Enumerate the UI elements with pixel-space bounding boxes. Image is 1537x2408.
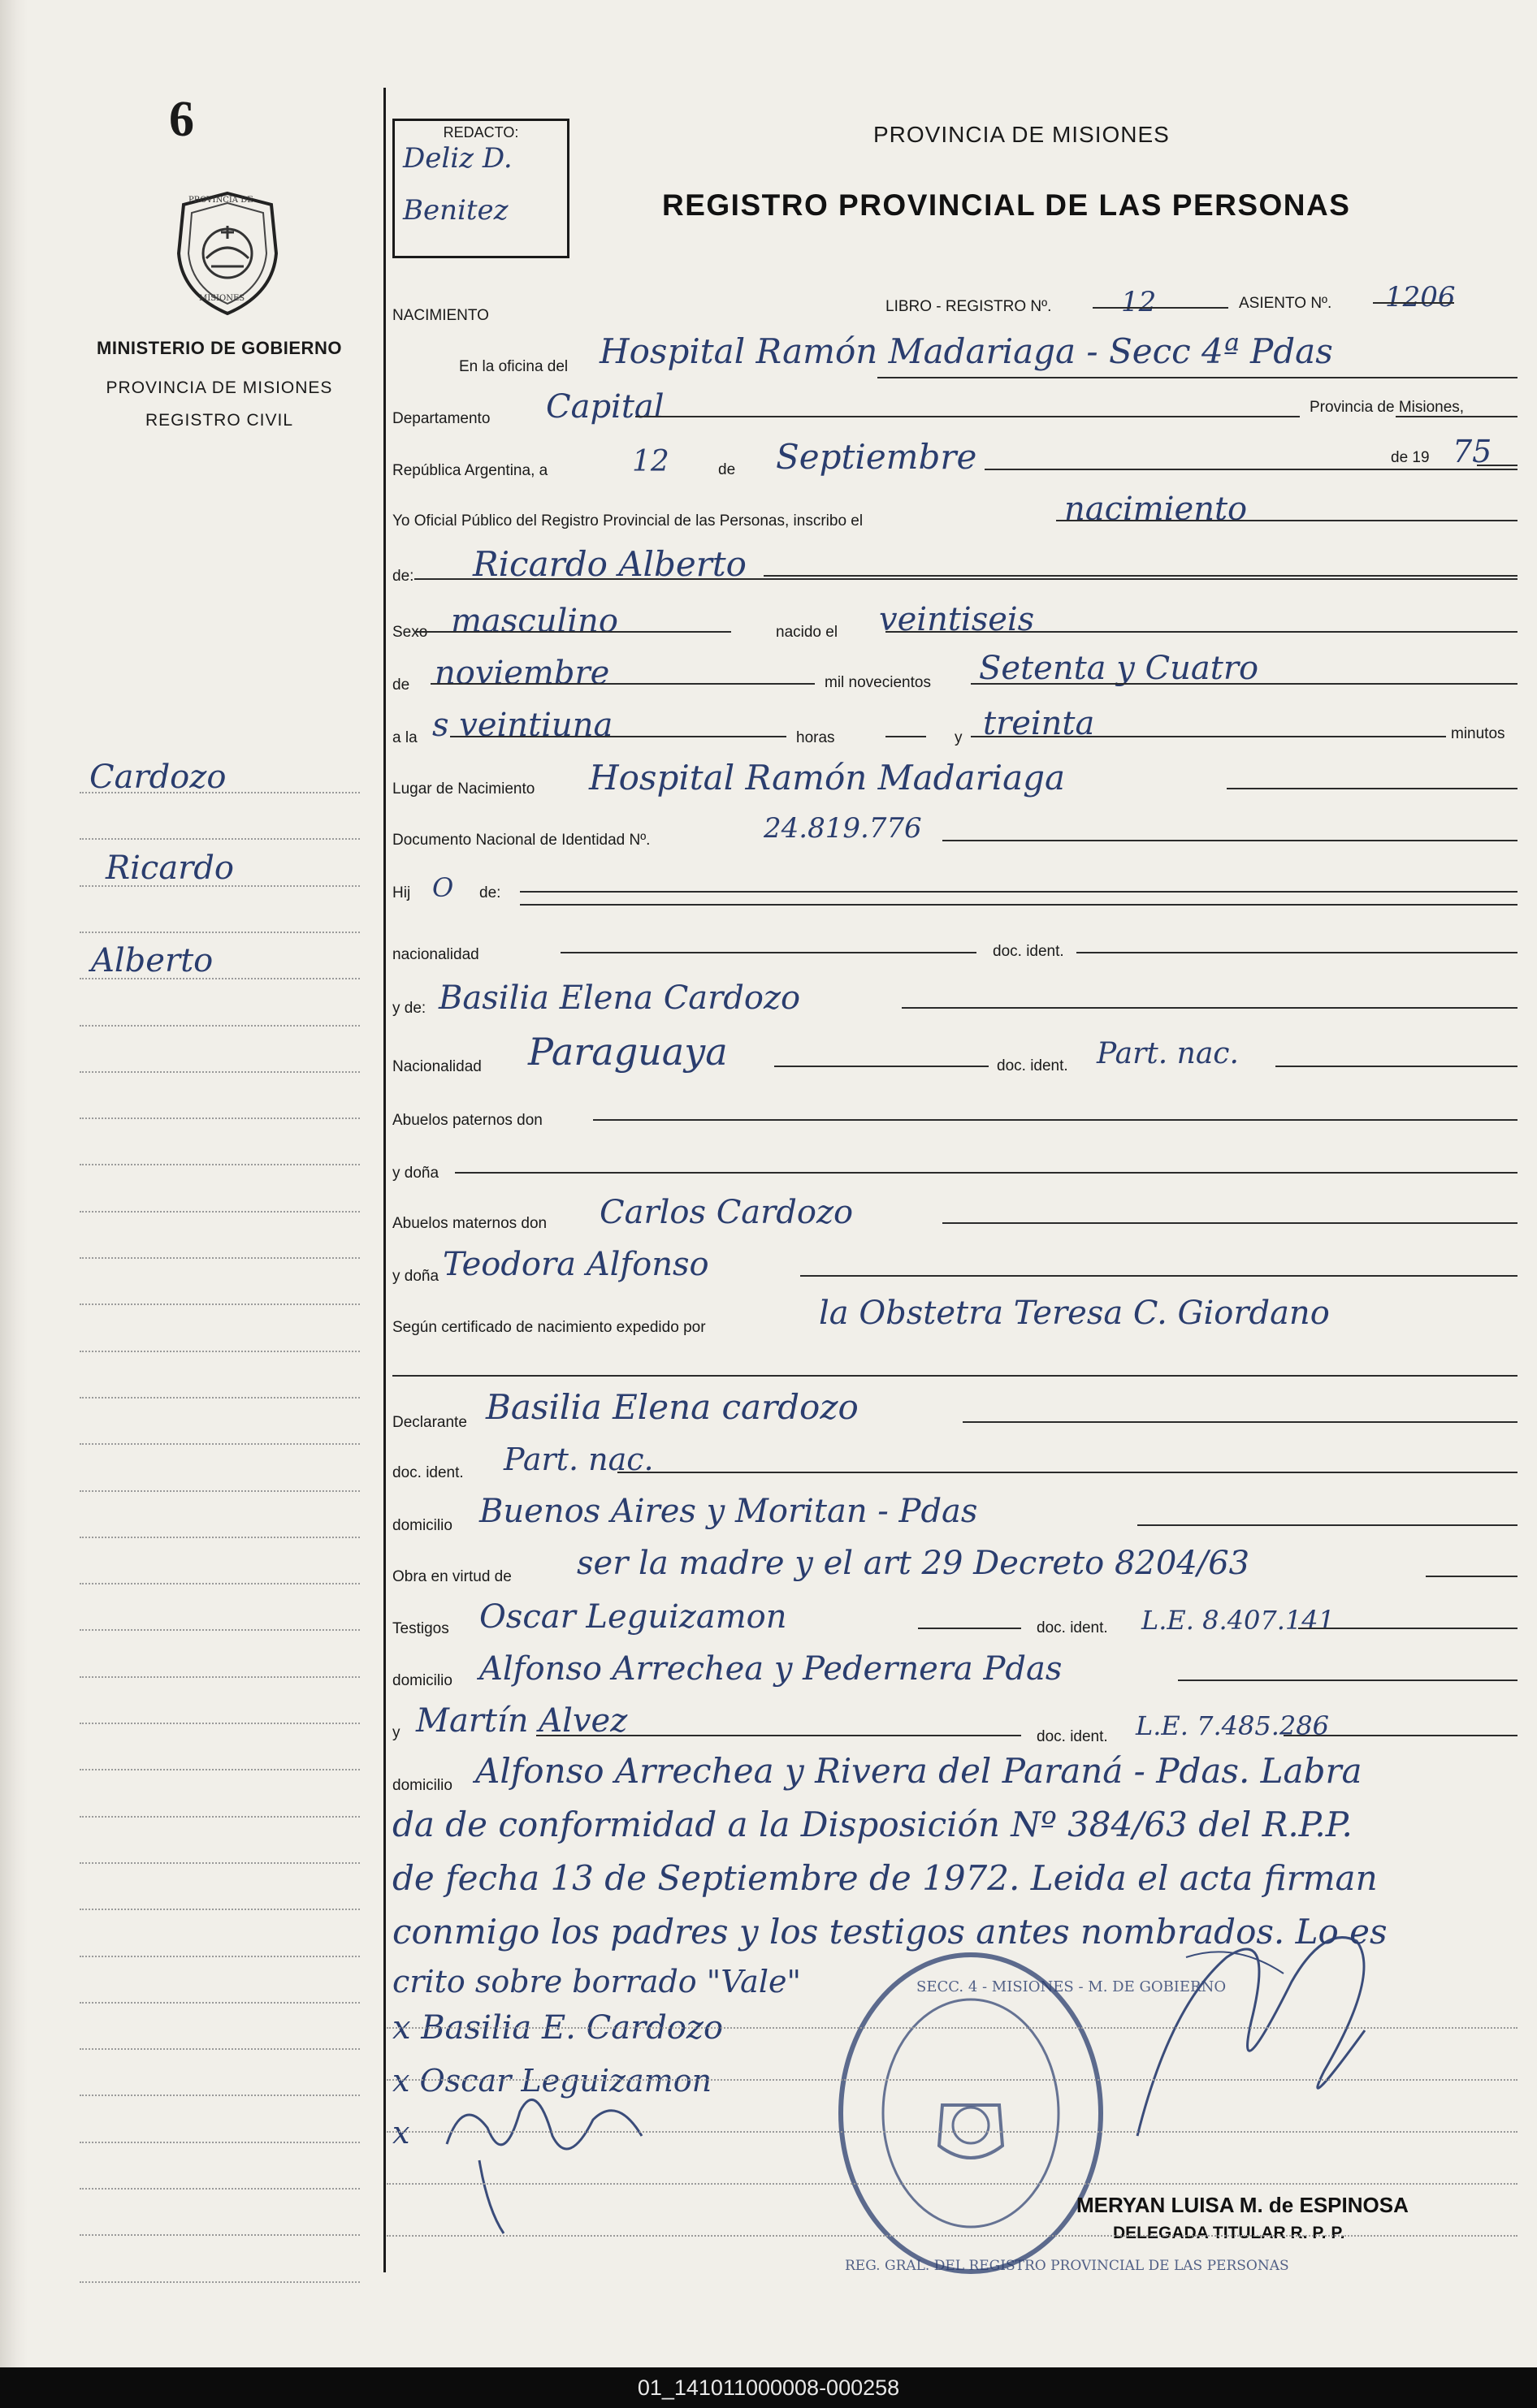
handwritten-entry: treinta	[983, 705, 1095, 742]
form-label: Declarante	[392, 1414, 467, 1431]
margin-ruled-line	[80, 1769, 360, 1770]
form-fill-line	[942, 1222, 1518, 1224]
form-label: Según certificado de nacimiento expedido por	[392, 1319, 706, 1336]
form-label: Testigos	[392, 1620, 449, 1637]
form-label: doc. ident.	[1037, 1619, 1108, 1636]
form-label: Yo Oficial Público del Registro Provincial de las Personas, inscribo el	[392, 512, 864, 530]
margin-ruled-line	[80, 1303, 360, 1305]
registry-title: REGISTRO PROVINCIAL DE LAS PERSONAS	[662, 188, 1351, 222]
form-fill-line	[520, 891, 1518, 893]
form-fill-line	[877, 377, 1518, 378]
handwritten-entry: x Basilia E. Cardozo	[392, 2009, 724, 2047]
form-fill-line	[1227, 788, 1518, 789]
margin-ruled-line	[80, 1397, 360, 1399]
handwritten-entry: L.E. 7.485.286	[1136, 1710, 1329, 1741]
handwritten-entry: Buenos Aires y Moritan - Pdas	[479, 1493, 978, 1530]
form-fill-line	[963, 1421, 1518, 1423]
form-fill-line	[431, 683, 815, 685]
form-fill-line	[1298, 1628, 1518, 1629]
margin-middle-name: Alberto	[91, 942, 214, 979]
form-label: Departamento	[392, 410, 491, 427]
form-fill-line	[414, 631, 731, 633]
registry-label: REGISTRO CIVIL	[145, 411, 294, 430]
form-fill-line	[1076, 952, 1518, 953]
margin-ruled-line	[80, 1909, 360, 1910]
handwritten-entry: noviembre	[435, 655, 610, 692]
form-label: LIBRO - REGISTRO Nº.	[885, 298, 1052, 315]
margin-surname: Cardozo	[89, 759, 227, 796]
handwritten-entry: nacimiento	[1064, 491, 1248, 528]
handwritten-entry: Basilia Elena Cardozo	[439, 979, 801, 1017]
form-fill-line	[885, 736, 926, 737]
form-fill-line	[561, 952, 976, 953]
margin-ruled-line	[80, 2234, 360, 2236]
redacto-line1: Deliz D.	[403, 142, 513, 175]
stamp-ring-text: REG. GRAL. DEL REGISTRO PROVINCIAL DE LAS PERSONAS	[845, 2258, 1289, 2274]
form-label: NACIMIENTO	[392, 307, 489, 324]
form-label: y doña	[392, 1268, 439, 1285]
form-label: nacionalidad	[392, 946, 479, 963]
handwritten-entry: Setenta y Cuatro	[979, 650, 1259, 687]
handwritten-entry: Alfonso Arrechea y Pedernera Pdas	[479, 1650, 1063, 1688]
handwritten-entry: Martín Alvez	[416, 1702, 628, 1740]
officer-name: MERYAN LUISA M. de ESPINOSA	[1076, 2193, 1409, 2217]
form-label: de:	[392, 568, 414, 585]
handwritten-entry: conmigo los padres y los testigos antes nombrados. Lo es	[392, 1912, 1388, 1952]
form-label: doc. ident.	[392, 1464, 464, 1481]
margin-ruled-line	[80, 838, 360, 840]
province-heading: PROVINCIA DE MISIONES	[873, 122, 1170, 147]
margin-ruled-line	[80, 2281, 360, 2283]
form-fill-line	[1477, 465, 1518, 466]
ministry-label: MINISTERIO DE GOBIERNO	[97, 338, 342, 358]
form-label: domicilio	[392, 1777, 452, 1794]
form-label: domicilio	[392, 1517, 452, 1534]
form-fill-line	[1178, 1680, 1518, 1681]
margin-ruled-line	[80, 1956, 360, 1957]
form-fill-line	[918, 1628, 1021, 1629]
redacto-box	[392, 119, 569, 258]
handwritten-entry: Ricardo Alberto	[473, 544, 747, 584]
handwritten-entry: s veintiuna	[432, 707, 613, 744]
handwritten-entry: Oscar Leguizamon	[479, 1598, 787, 1636]
handwritten-entry: 75	[1453, 434, 1492, 469]
form-label: y de:	[392, 1000, 426, 1017]
handwritten-entry: O	[432, 872, 454, 903]
form-ruled-line	[387, 2183, 1518, 2185]
form-fill-line	[885, 631, 1518, 633]
form-label: Obra en virtud de	[392, 1568, 512, 1585]
handwritten-entry: Basilia Elena cardozo	[486, 1387, 859, 1427]
handwritten-entry: Carlos Cardozo	[600, 1194, 854, 1231]
form-label: horas	[796, 729, 835, 746]
form-fill-line	[1373, 302, 1454, 304]
handwritten-entry: veintiseis	[879, 601, 1035, 638]
archive-id: 01_141011000008-000258	[0, 2367, 1537, 2408]
redacto-label: REDACTO:	[443, 124, 519, 141]
form-fill-line	[450, 736, 786, 737]
handwritten-entry: L.E. 8.407.141	[1141, 1605, 1335, 1636]
margin-ruled-line	[80, 1862, 360, 1864]
form-fill-line	[1093, 307, 1228, 309]
margin-ruled-line	[80, 1443, 360, 1445]
form-label: doc. ident.	[1037, 1728, 1108, 1745]
margin-first-name: Ricardo	[106, 850, 234, 887]
handwritten-entry: 24.819.776	[764, 812, 922, 845]
form-label: de 19	[1391, 449, 1430, 466]
form-fill-line	[800, 1275, 1518, 1277]
form-fill-line	[971, 683, 1518, 685]
handwritten-entry: de fecha 13 de Septiembre de 1972. Leida el acta firman	[392, 1858, 1378, 1898]
handwritten-entry: Teodora Alfonso	[443, 1246, 709, 1283]
form-fill-line	[1275, 1066, 1518, 1067]
handwritten-entry: 12	[1121, 286, 1157, 318]
handwritten-entry: Capital	[546, 388, 665, 426]
form-label: minutos	[1451, 725, 1505, 742]
form-fill-line	[617, 1472, 1518, 1473]
officer-title: DELEGADA TITULAR R. P. P.	[1113, 2224, 1345, 2242]
form-fill-line	[971, 736, 1446, 737]
margin-ruled-line	[80, 1723, 360, 1724]
handwritten-entry: Hospital Ramón Madariaga - Secc 4ª Pdas	[600, 331, 1333, 371]
form-label: y	[392, 1724, 400, 1741]
form-fill-line	[942, 840, 1518, 841]
form-label: Hij	[392, 884, 411, 901]
form-fill-line	[414, 578, 1518, 580]
form-ruled-line	[387, 2079, 1518, 2081]
form-fill-line	[520, 904, 1518, 906]
margin-ruled-line	[80, 2142, 360, 2143]
margin-ruled-line	[80, 978, 360, 979]
margin-ruled-line	[80, 2048, 360, 2050]
form-label: Lugar de Nacimiento	[392, 780, 535, 798]
form-label: Abuelos maternos don	[392, 1215, 548, 1232]
margin-ruled-line	[80, 885, 360, 887]
form-label: doc. ident.	[993, 943, 1064, 960]
handwritten-entry: x Oscar Leguizamon	[392, 2063, 712, 2099]
margin-ruled-line	[80, 1537, 360, 1538]
margin-ruled-line	[80, 1071, 360, 1073]
margin-ruled-line	[80, 1490, 360, 1492]
form-fill-line	[1426, 1576, 1518, 1577]
handwritten-entry: Part. nac.	[504, 1442, 654, 1477]
form-fill-line	[985, 469, 1518, 470]
form-fill-line	[902, 1007, 1518, 1009]
form-label: Nacionalidad	[392, 1058, 482, 1075]
margin-ruled-line	[80, 2095, 360, 2096]
margin-ruled-line	[80, 1351, 360, 1352]
stamp-inner-text: SECC. 4 - MISIONES - M. DE GOBIERNO	[916, 1978, 1227, 1995]
form-fill-line	[1137, 1524, 1518, 1526]
binding-edge	[0, 0, 28, 2367]
form-ruled-line	[387, 2131, 1518, 2133]
margin-ruled-line	[80, 1257, 360, 1259]
form-label: Provincia de Misiones,	[1310, 399, 1465, 416]
handwritten-entry: ser la madre y el art 29 Decreto 8204/63	[577, 1545, 1250, 1582]
form-label: domicilio	[392, 1672, 452, 1689]
form-label: a la	[392, 729, 418, 746]
seal-text-top: PROVINCIA DE	[188, 196, 253, 205]
margin-ruled-line	[80, 792, 360, 793]
form-label: de:	[479, 884, 501, 901]
margin-ruled-line	[80, 1118, 360, 1119]
handwritten-entry: x	[392, 2115, 410, 2151]
form-label: de	[392, 677, 410, 694]
form-label: doc. ident.	[997, 1057, 1068, 1074]
form-fill-line	[392, 1375, 1518, 1377]
handwritten-entry: 12	[632, 445, 669, 478]
form-fill-line	[774, 1066, 989, 1067]
margin-ruled-line	[80, 1583, 360, 1584]
form-label: República Argentina, a	[392, 462, 548, 479]
form-label: Abuelos paternos don	[392, 1112, 543, 1129]
margin-ruled-line	[80, 1676, 360, 1678]
form-fill-line	[1396, 416, 1518, 417]
handwritten-entry: da de conformidad a la Disposición Nº 384/63 del R.P.P.	[392, 1805, 1353, 1844]
form-fill-line	[455, 1172, 1518, 1174]
form-label: Sexo	[392, 624, 428, 641]
seal-text-bottom: MISIONES	[199, 294, 245, 303]
form-fill-line	[536, 1735, 1021, 1736]
margin-ruled-line	[80, 1025, 360, 1027]
form-fill-line	[1056, 520, 1518, 521]
page-number: 6	[169, 92, 194, 147]
handwritten-entry: masculino	[451, 603, 618, 640]
margin-ruled-line	[80, 932, 360, 933]
handwritten-entry: la Obstetra Teresa C. Giordano	[819, 1295, 1330, 1332]
column-divider	[383, 88, 386, 2272]
form-label: mil novecientos	[825, 674, 931, 691]
province-label: PROVINCIA DE MISIONES	[106, 378, 333, 397]
form-ruled-line	[387, 2235, 1518, 2237]
form-label: y doña	[392, 1165, 439, 1182]
form-label: ASIENTO Nº.	[1239, 295, 1332, 312]
margin-ruled-line	[80, 1629, 360, 1631]
margin-ruled-line	[80, 2188, 360, 2190]
form-fill-line	[635, 416, 1300, 417]
handwritten-entry: Alfonso Arrechea y Rivera del Paraná - Pdas. Labra	[475, 1751, 1362, 1791]
form-label: nacido el	[776, 624, 838, 641]
handwritten-entry: Hospital Ramón Madariaga	[589, 758, 1066, 798]
margin-ruled-line	[80, 1816, 360, 1818]
form-ruled-line	[387, 2027, 1518, 2029]
handwritten-entry: 1206	[1385, 281, 1456, 313]
margin-ruled-line	[80, 1164, 360, 1165]
form-fill-line	[764, 575, 1518, 577]
handwritten-entry: Paraguaya	[528, 1030, 728, 1074]
form-label: de	[718, 461, 736, 478]
redacto-line2: Benitez	[403, 194, 509, 227]
margin-ruled-line	[80, 1211, 360, 1213]
handwritten-entry: Septiembre	[776, 437, 977, 477]
handwritten-entry: crito sobre borrado "Vale"	[392, 1964, 801, 1999]
form-label: Documento Nacional de Identidad Nº.	[392, 832, 651, 849]
form-label: En la oficina del	[459, 358, 569, 375]
form-label: y	[955, 729, 963, 746]
margin-ruled-line	[80, 2002, 360, 2004]
form-fill-line	[593, 1119, 1518, 1121]
handwritten-entry: Part. nac.	[1097, 1037, 1239, 1070]
form-fill-line	[1284, 1735, 1518, 1736]
